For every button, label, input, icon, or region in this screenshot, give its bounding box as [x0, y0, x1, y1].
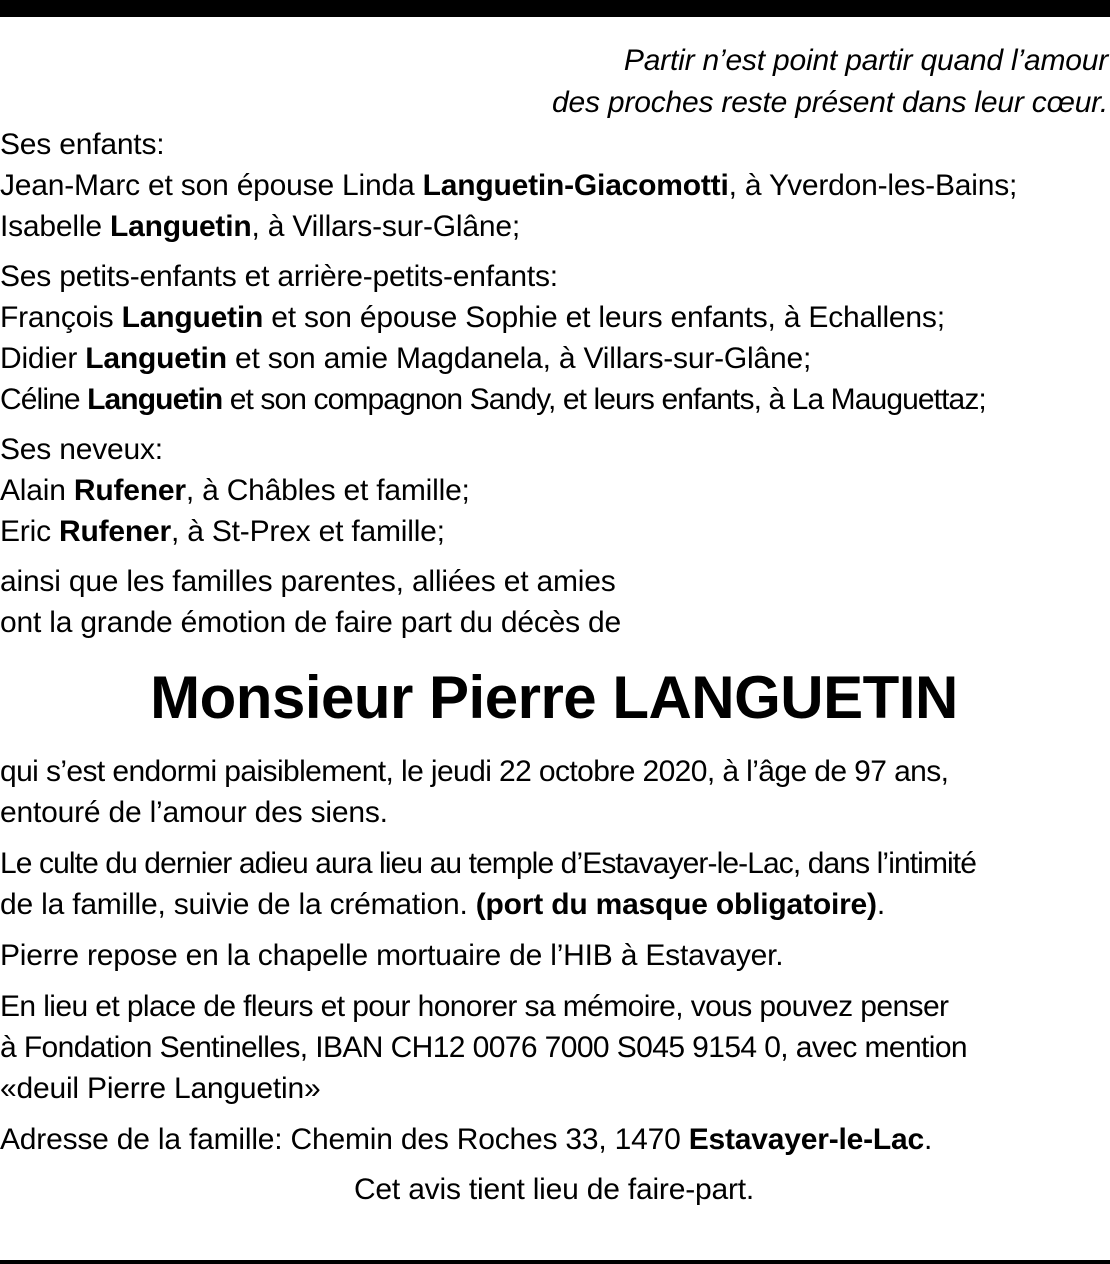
grandchildren-section [0, 256, 1108, 420]
family-name: Languetin [87, 383, 223, 416]
donation-details [0, 986, 1108, 1109]
obituary-notice [0, 40, 1108, 1210]
grandchild-entry: Céline Languetin et son compagnon Sandy, et leurs enfants, à La Mauguettaz; [0, 383, 986, 416]
deceased-name: Monsieur Pierre LANGUETIN [150, 664, 958, 731]
families-line-2: ont la grande émotion de faire part du décès de [0, 606, 622, 639]
family-name: Rufener [59, 515, 171, 548]
family-name: Languetin [121, 301, 264, 334]
service-line-1: Le culte du dernier adieu aura lieu au temple d’Estavayer-le-Lac, dans l’intimité [0, 847, 977, 880]
children-heading: Ses enfants: [0, 128, 165, 161]
children-section [0, 124, 1108, 247]
grandchild-entry: Didier Languetin et son amie Magdanela, à Villars-sur-Glâne; [0, 342, 812, 375]
mask-notice: (port du masque obligatoire) [475, 888, 877, 921]
epigraph-line-2: des proches reste présent dans leur cœur. [552, 86, 1108, 119]
families-line-1: ainsi que les familles parentes, alliées et amies [0, 565, 616, 598]
family-address: Adresse de la famille: Chemin des Roches 33, 1470 Estavayer-le-Lac. [0, 1123, 933, 1156]
nephews-section [0, 429, 1108, 552]
address-town: Estavayer-le-Lac [688, 1123, 924, 1156]
child-entry: Jean-Marc et son épouse Linda Languetin-Giacomotti, à Yverdon-les-Bains; [0, 169, 1018, 202]
donation-line-3: «deuil Pierre Languetin» [0, 1072, 321, 1105]
family-name: Rufener [73, 474, 186, 507]
closing-note: Cet avis tient lieu de faire-part. [353, 1173, 755, 1206]
grandchild-entry: François Languetin et son épouse Sophie et leurs enfants, à Echallens; [0, 301, 945, 334]
epigraph [0, 40, 1108, 124]
family-name: Languetin-Giacomotti [422, 169, 729, 202]
death-details [0, 751, 1108, 833]
death-line-1: qui s’est endormi paisiblement, le jeudi 22 octobre 2020, à l’âge de 97 ans, [0, 755, 949, 788]
families-announcement [0, 561, 1108, 643]
bottom-rule [0, 1260, 1110, 1264]
service-details [0, 843, 1108, 925]
nephews-heading: Ses neveux: [0, 433, 163, 466]
death-line-2: entouré de l’amour des siens. [0, 796, 388, 829]
resting-place: Pierre repose en la chapelle mortuaire de l’HIB à Estavayer. [0, 939, 784, 972]
grandchildren-heading: Ses petits-enfants et arrière-petits-enfants: [0, 260, 558, 293]
nephew-entry: Alain Rufener, à Châbles et famille; [0, 474, 470, 507]
service-line-2: de la famille, suivie de la crémation. (port du masque obligatoire). [0, 888, 885, 921]
top-rule [0, 0, 1110, 17]
family-name: Languetin [85, 342, 227, 375]
nephew-entry: Eric Rufener, à St-Prex et famille; [0, 515, 445, 548]
family-name: Languetin [109, 210, 252, 243]
donation-line-2: à Fondation Sentinelles, IBAN CH12 0076 7000 S045 9154 0, avec mention [0, 1031, 968, 1064]
donation-line-1: En lieu et place de fleurs et pour honorer sa mémoire, vous pouvez penser [0, 990, 949, 1023]
epigraph-line-1: Partir n’est point partir quand l’amour [623, 44, 1108, 77]
child-entry: Isabelle Languetin, à Villars-sur-Glâne; [0, 210, 520, 243]
